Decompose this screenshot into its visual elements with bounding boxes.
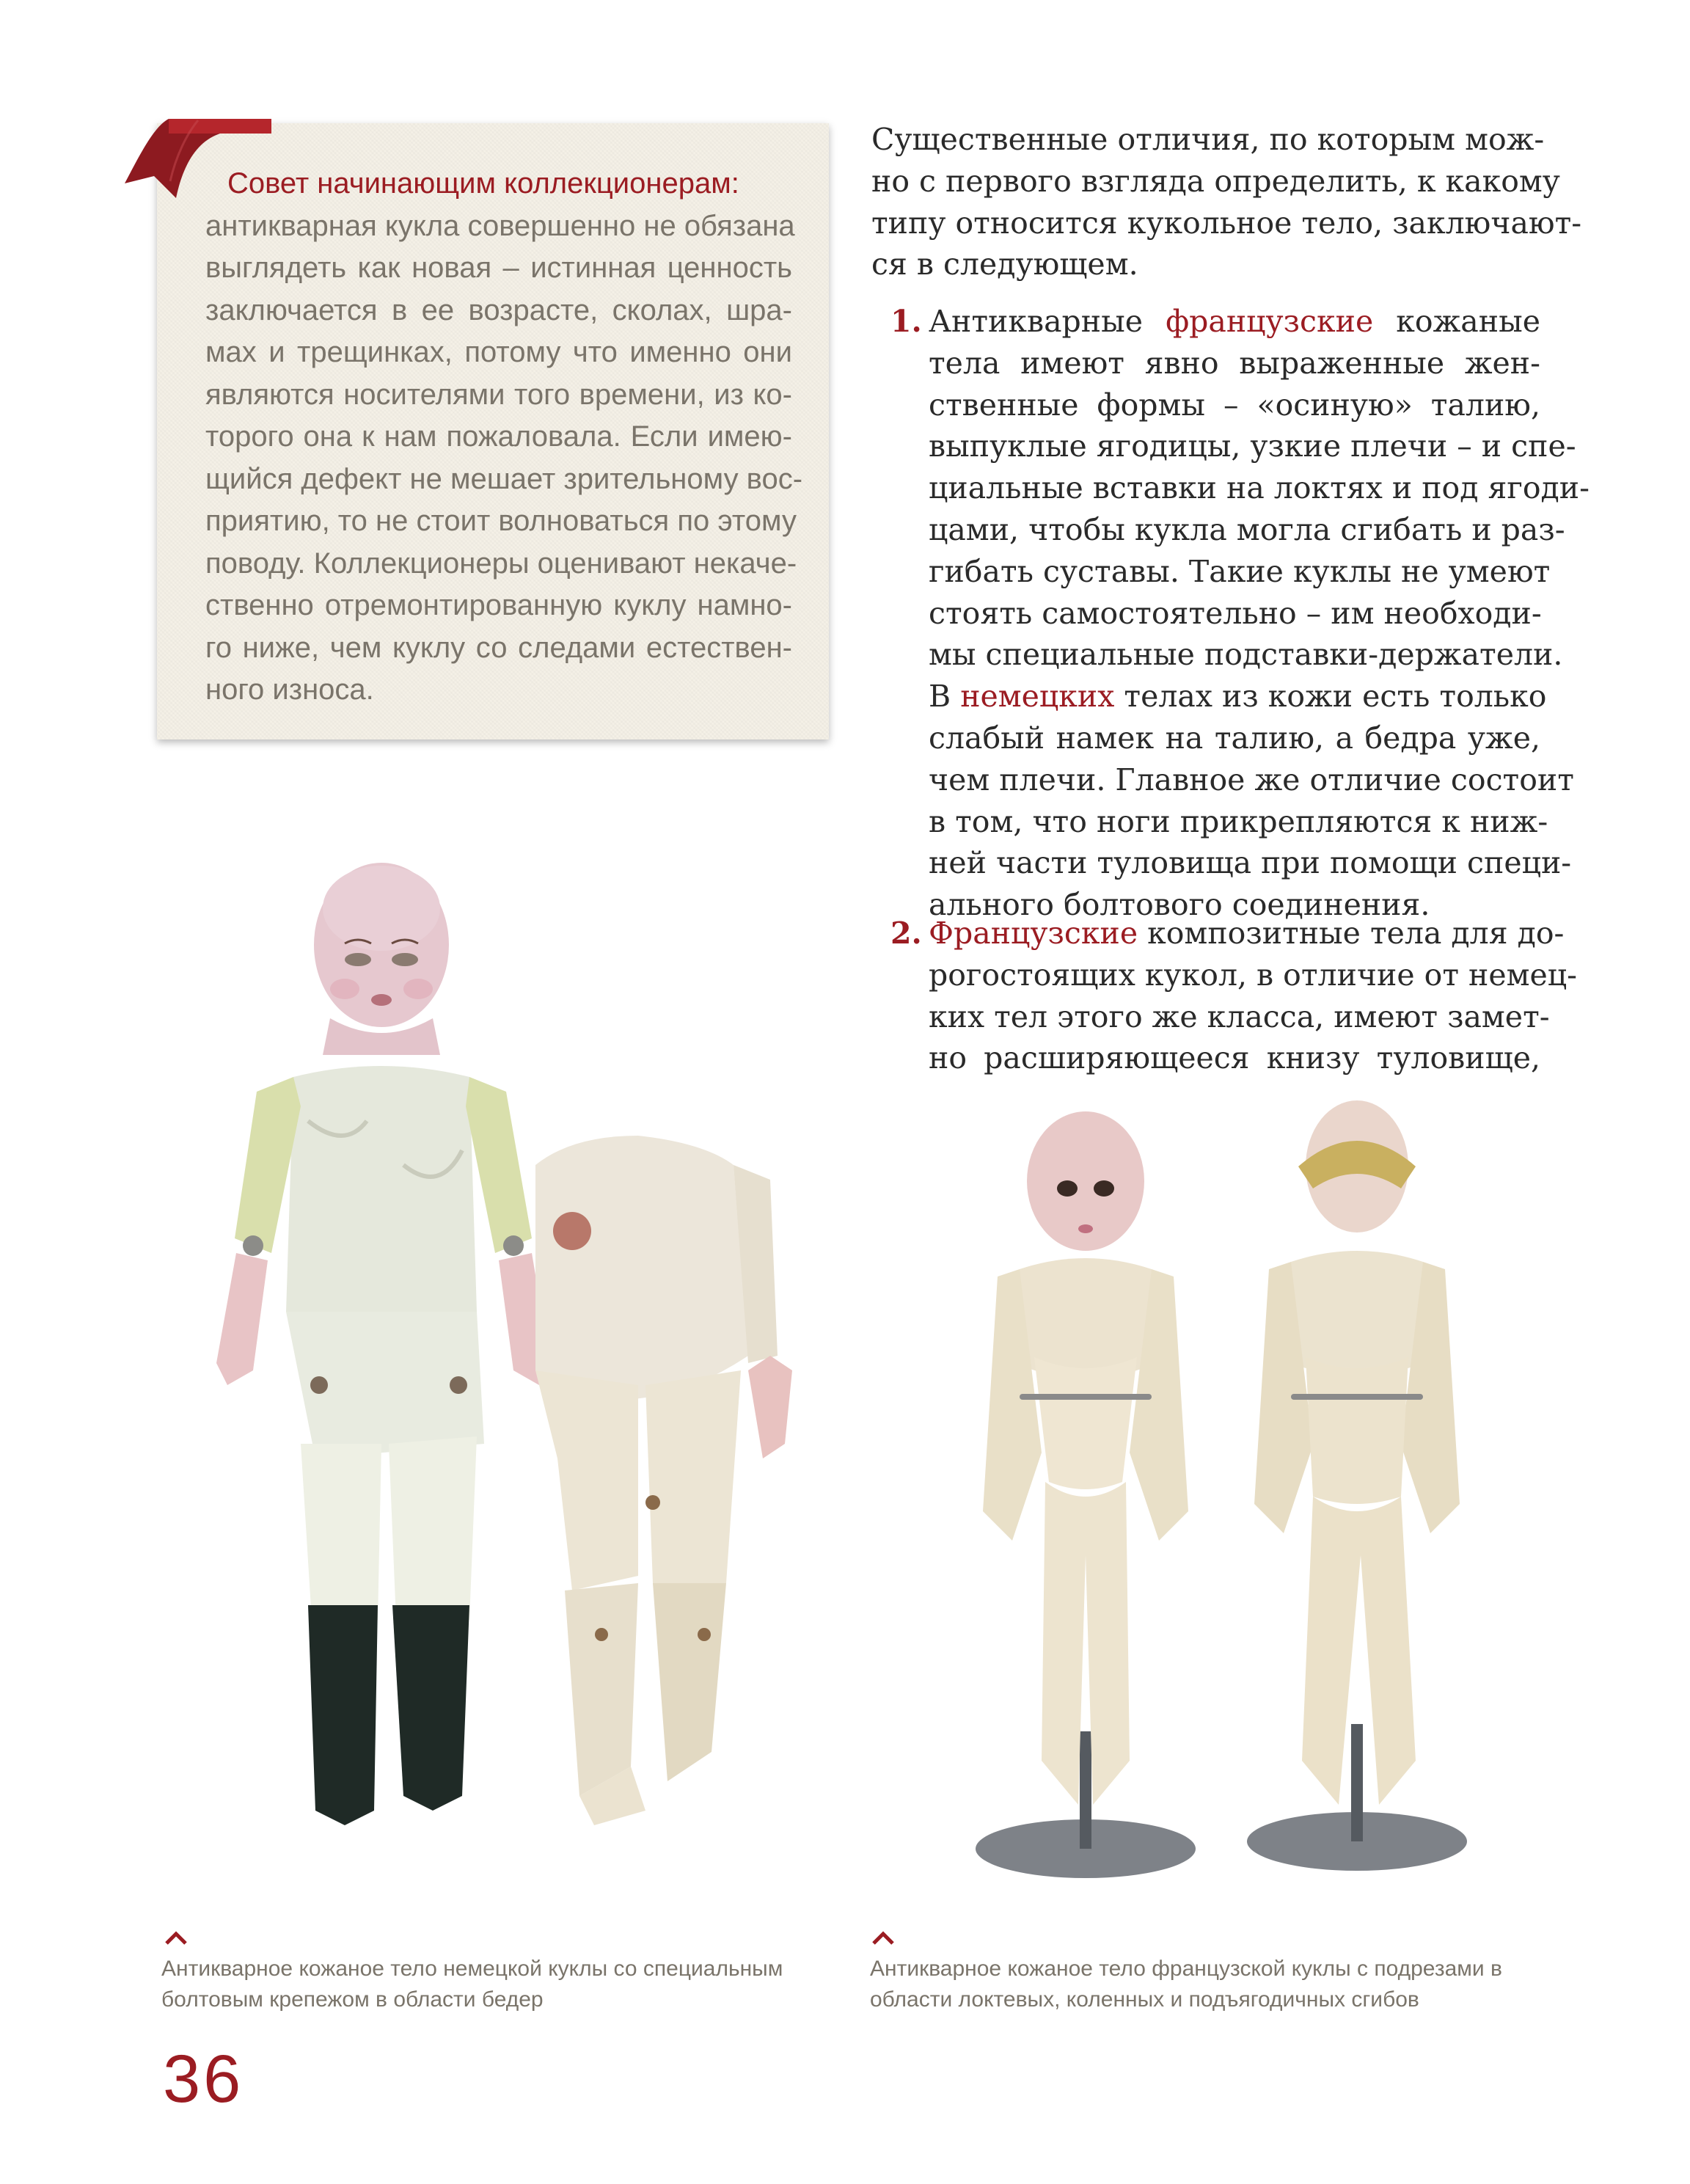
accent-word: французские bbox=[1166, 304, 1374, 339]
tip-line: торого она к нам пожаловала. Если имею- bbox=[205, 420, 792, 453]
list-item-body bbox=[929, 913, 1578, 1079]
french-doll-photo bbox=[888, 1100, 1548, 1922]
item-line: тела имеют явно выраженные жен- bbox=[929, 345, 1540, 381]
text-run: Антикварные bbox=[929, 304, 1144, 339]
item-line: рогостоящих кукол, в отличие от немец- bbox=[929, 957, 1578, 993]
tip-line: мах и трещинках, потому что именно они bbox=[205, 336, 792, 368]
item-line: ального болтового соединения. bbox=[929, 887, 1430, 923]
list-number: 1. bbox=[890, 304, 922, 339]
text-run: телах из кожи есть только bbox=[1124, 679, 1547, 715]
intro-line: типу относится кукольное тело, заключают- bbox=[871, 205, 1582, 241]
item-line bbox=[929, 301, 1540, 343]
item-line: мы специальные подставки-держатели. bbox=[929, 637, 1563, 673]
tip-line: ного износа. bbox=[205, 673, 374, 706]
tip-text bbox=[205, 163, 803, 712]
caption-right: Антикварное кожаное тело французской куклы с подрезами в области локтевых, коленных и подъягодичных сгибов bbox=[870, 1957, 1502, 2012]
item-line: цами, чтобы кукла могла сгибать и раз- bbox=[929, 511, 1565, 547]
item-line: циальные вставки на локтях и под ягоди- bbox=[929, 470, 1590, 506]
german-doll-photo bbox=[125, 857, 829, 1921]
item-line: выпуклые ягодицы, узкие плечи – и спе- bbox=[929, 428, 1576, 464]
page-number: 36 bbox=[163, 2042, 244, 2117]
item-line: в том, что ноги прикрепляются к ниж- bbox=[929, 803, 1548, 839]
item-line: стоять самостоятельно – им необходи- bbox=[929, 595, 1542, 631]
tip-line: го ниже, чем куклу со следами естествен- bbox=[205, 631, 792, 664]
tip-line: заключается в ее возрасте, сколах, шра- bbox=[205, 293, 792, 326]
doll-with-head bbox=[216, 863, 550, 1825]
text-run: кожаные bbox=[1396, 304, 1540, 339]
tip-line: поводу. Коллекционеры оценивают некаче- bbox=[205, 547, 797, 580]
text-run: композитные тела для до- bbox=[1147, 916, 1565, 951]
item-line: ких тел этого же класса, имеют замет- bbox=[929, 998, 1550, 1034]
caret-up-icon bbox=[871, 1931, 895, 1946]
tip-line: являются носителями того времени, из ко- bbox=[205, 378, 792, 411]
intro-line: Существенные отличия, по которым мож- bbox=[871, 122, 1545, 157]
accent-word: Французские bbox=[929, 916, 1138, 951]
item-line: слабый намек на талию, а бедра уже, bbox=[929, 720, 1540, 756]
caret-up-icon bbox=[164, 1931, 188, 1946]
item-line bbox=[929, 676, 1547, 717]
accent-word: немецких bbox=[960, 679, 1115, 715]
intro-line: ся в следующем. bbox=[871, 246, 1138, 282]
item-line bbox=[929, 913, 1565, 954]
caption-left: Антикварное кожаное тело немецкой куклы со специальным болтовым крепежом в области бедер bbox=[161, 1957, 783, 2012]
tip-line: ственно отремонтированную куклу намно- bbox=[205, 589, 792, 621]
tip-title: Совет начинающим коллекционерам: bbox=[227, 167, 739, 200]
item-line: но расширяющееся книзу туловище, bbox=[929, 1040, 1540, 1076]
item-line: гибать суставы. Такие куклы не умеют bbox=[929, 553, 1551, 589]
tip-line: приятию, то не стоит волноваться по этому bbox=[205, 505, 797, 537]
intro-line: но с первого взгляда определить, к какому bbox=[871, 163, 1560, 199]
item-line: чем плечи. Главное же отличие состоит bbox=[929, 762, 1574, 797]
tip-line: антикварная кукла совершенно не обязана bbox=[205, 209, 795, 242]
tip-line: щийся дефект не мешает зрительному вос- bbox=[205, 462, 803, 495]
item-line: ственные формы – «осиную» талию, bbox=[929, 387, 1540, 423]
tip-line: выглядеть как новая – истинная ценность bbox=[205, 252, 792, 284]
intro-paragraph bbox=[871, 119, 1582, 285]
list-item-body bbox=[929, 301, 1590, 926]
list-number: 2. bbox=[890, 916, 922, 951]
headless-doll-body bbox=[535, 1136, 792, 1825]
item-line: ней части туловища при помощи специ- bbox=[929, 845, 1572, 881]
text-run: В bbox=[929, 679, 951, 715]
